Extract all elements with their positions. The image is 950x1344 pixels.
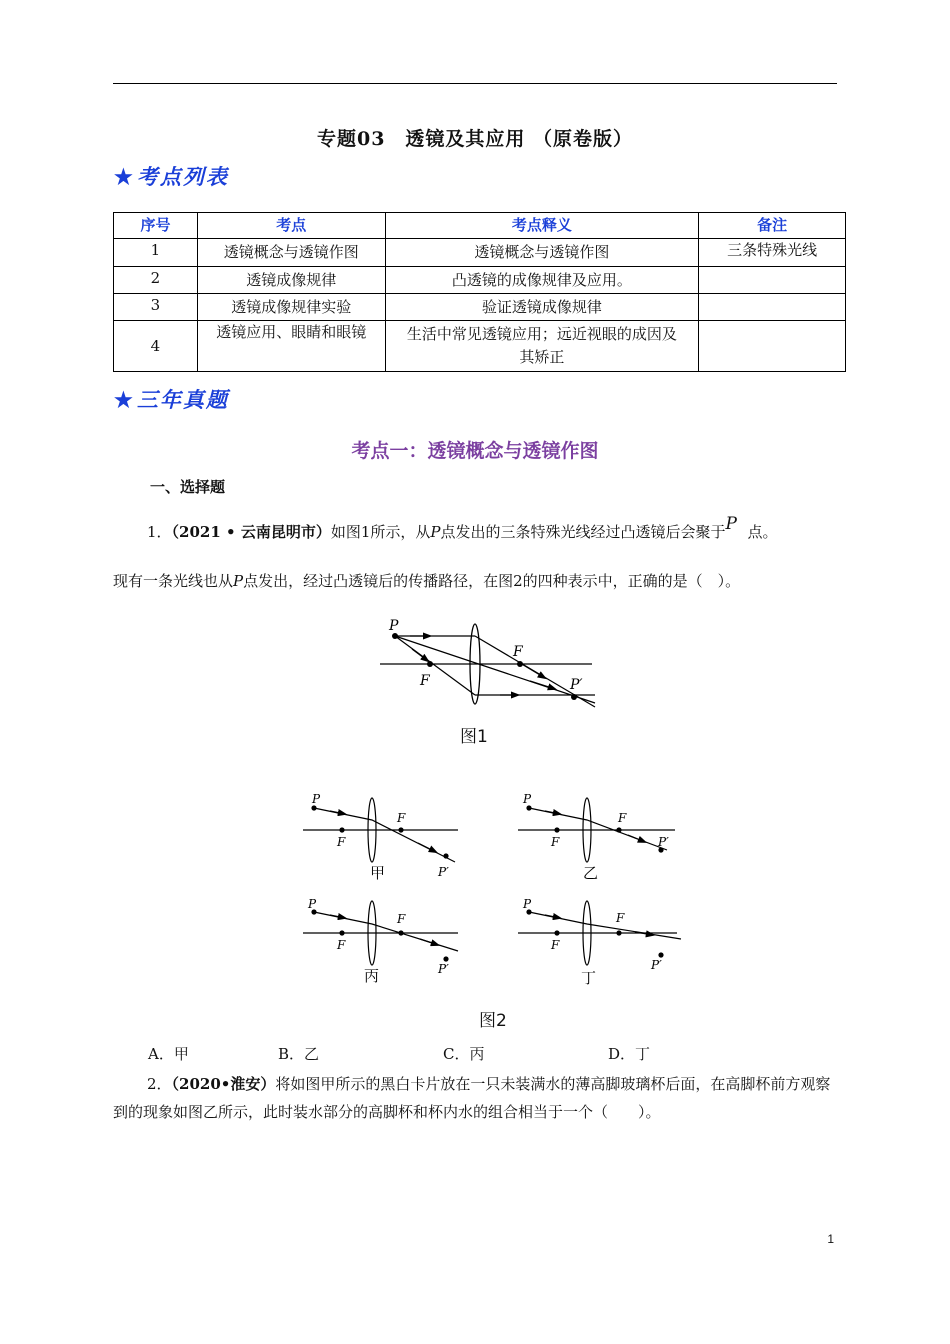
figure-2-panel-jia <box>300 790 470 885</box>
header-rule <box>113 83 837 84</box>
label-f: F <box>551 938 560 952</box>
table-cell: 3 <box>114 294 198 321</box>
table-cell: 凸透镜的成像规律及应用。 <box>385 267 699 294</box>
table-cell: 生活中常见透镜应用；远近视眼的成因及其矫正 <box>385 321 699 372</box>
figure-1-diagram <box>370 612 610 712</box>
q1-text: 点。 <box>747 523 778 541</box>
section-subtitle: 一、选择题 <box>150 478 226 496</box>
p-variable: P <box>430 523 441 541</box>
table-cell: 透镜成像规律实验 <box>197 294 385 321</box>
q1-source: （2021 • 云南昆明市） <box>171 523 331 541</box>
table-header: 备注 <box>699 213 846 239</box>
fig1-label-f-left: F <box>420 673 430 689</box>
q2-source: （2020•淮安） <box>171 1075 276 1093</box>
section-title: 考点一：透镜概念与透镜作图 <box>351 440 599 462</box>
label-f: F <box>337 835 346 849</box>
figure-1-caption: 图1 <box>460 727 488 747</box>
table-cell: 2 <box>114 267 198 294</box>
p-prime-symbol: P <box>725 514 737 534</box>
q2-body: 将如图甲所示的黑白卡片放在一只未装满水的薄高脚玻璃杯后面，在高脚杯前方观察到的现象如图乙所示，此时装水部分的高脚杯和杯内水的组合相当于一个（ ）。 <box>113 1075 831 1121</box>
table-cell: 1 <box>114 239 198 267</box>
figure-2-panel-yi <box>515 790 685 885</box>
table-cell: 验证透镜成像规律 <box>385 294 699 321</box>
q1-text: 点发出的三条特殊光线经过凸透镜后会聚于 <box>440 523 726 541</box>
label-f: F <box>551 835 560 849</box>
table-row <box>114 239 846 267</box>
caption-yi: 乙 <box>583 864 599 882</box>
fig1-label-p: P <box>389 618 399 634</box>
p-variable: P <box>233 572 244 590</box>
label-p: P <box>523 897 532 911</box>
table-header-row <box>114 213 846 239</box>
q2-number: 2． <box>147 1075 172 1093</box>
table-cell <box>699 321 846 372</box>
caption-jia: 甲 <box>370 864 386 882</box>
table-cell: 透镜概念与透镜作图 <box>197 239 385 267</box>
label-p: P <box>308 897 317 911</box>
option-b[interactable]: B．乙 <box>278 1045 320 1063</box>
label-p-prime: P′ <box>438 865 449 879</box>
table-cell: 三条特殊光线 <box>699 239 846 267</box>
document-title: 专题03 透镜及其应用 （原卷版） <box>316 128 634 150</box>
figure-2-panel-bing <box>300 895 470 990</box>
table-row <box>114 321 846 372</box>
q1-text: 现有一条光线也从 <box>113 572 234 590</box>
table-cell: 透镜成像规律 <box>197 267 385 294</box>
topics-table <box>113 212 846 372</box>
label-p-prime: P′ <box>658 835 669 849</box>
label-f: F <box>618 811 627 825</box>
q1-line2 <box>113 567 843 595</box>
q1-text: 如图1所示，从 <box>330 523 431 541</box>
table-cell: 透镜应用、眼睛和眼镜 <box>197 321 385 372</box>
table-cell <box>699 294 846 321</box>
table-row <box>114 294 846 321</box>
option-d[interactable]: D．丁 <box>608 1045 651 1063</box>
star-icon: ★ <box>114 164 135 189</box>
star-icon: ★ <box>114 387 135 412</box>
option-a[interactable]: A．甲 <box>148 1045 189 1063</box>
banner-sannian <box>114 384 229 414</box>
table-cell: 4 <box>114 321 198 372</box>
label-f: F <box>397 912 406 926</box>
fig1-label-f-right: F <box>513 644 523 660</box>
caption-ding: 丁 <box>581 969 597 987</box>
label-f: F <box>616 911 625 925</box>
figure-2-caption: 图2 <box>479 1011 507 1031</box>
page-number: 1 <box>827 1232 834 1246</box>
label-f: F <box>397 811 406 825</box>
banner-sannian-text: 三年真题 <box>136 387 229 412</box>
banner-kaodian-text: 考点列表 <box>136 164 229 189</box>
q2-text <box>113 1070 843 1126</box>
figure-2-panel-ding <box>515 895 685 990</box>
table-header: 考点 <box>197 213 385 239</box>
table-row <box>114 267 846 294</box>
option-c[interactable]: C．丙 <box>443 1045 485 1063</box>
q1-number: 1． <box>147 523 172 541</box>
label-p: P <box>312 792 321 806</box>
q1-text: 点发出，经过凸透镜后的传播路径，在图2的四种表示中，正确的是（ ）。 <box>243 572 741 590</box>
table-header: 序号 <box>114 213 198 239</box>
fig1-label-p-prime: P′ <box>570 677 583 693</box>
table-cell: 透镜概念与透镜作图 <box>385 239 699 267</box>
label-f: F <box>337 938 346 952</box>
label-p: P <box>523 792 532 806</box>
caption-bing: 丙 <box>364 967 380 985</box>
table-cell <box>699 267 846 294</box>
banner-kaodian <box>114 161 229 191</box>
q1-line1 <box>113 514 843 546</box>
label-p-prime: P′ <box>438 962 449 976</box>
table-header: 考点释义 <box>385 213 699 239</box>
label-p-prime: P′ <box>651 958 662 972</box>
